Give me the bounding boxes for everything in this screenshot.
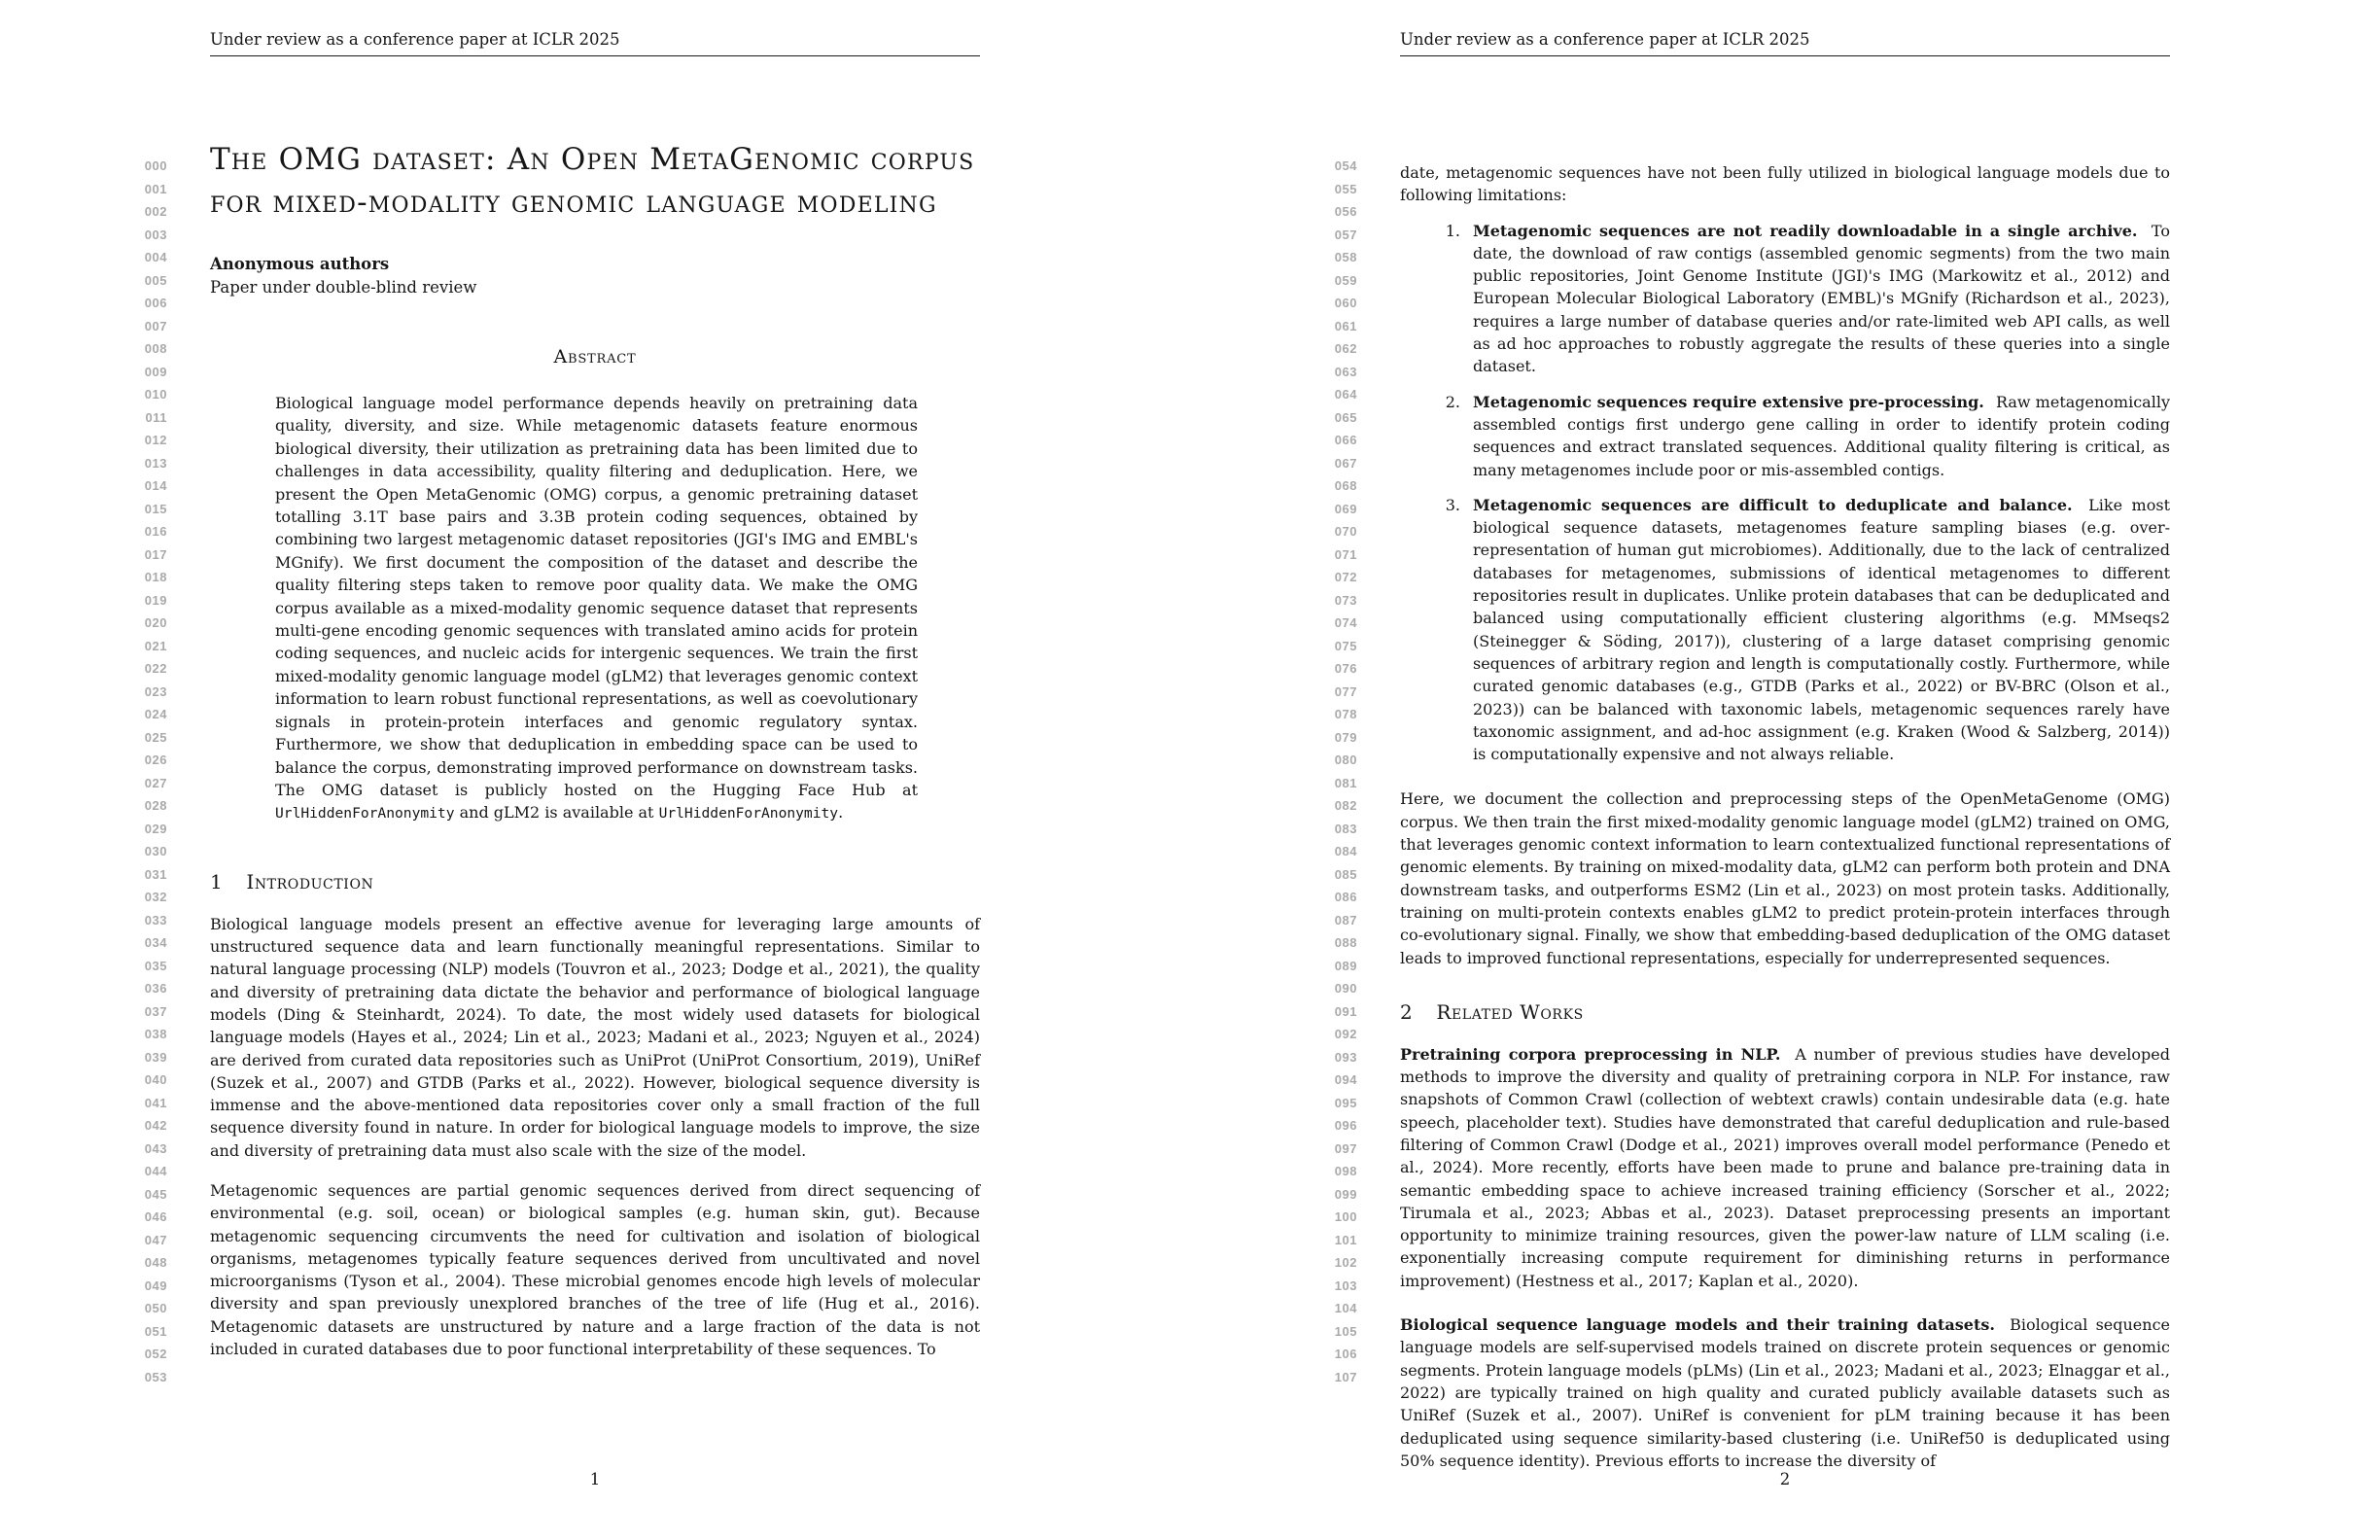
line-number: 089	[1334, 958, 1357, 973]
abstract-text-segment: and gLM2 is available at	[454, 803, 659, 822]
limitations-list	[1400, 220, 2170, 766]
line-number: 047	[144, 1232, 167, 1247]
anonymized-url: UrlHiddenForAnonymity	[658, 805, 839, 822]
line-number: 061	[1334, 318, 1357, 333]
line-number: 076	[1334, 661, 1357, 676]
paragraph-lead: Biological sequence language models and their training datasets.	[1400, 1315, 1995, 1335]
line-number: 000	[144, 158, 167, 173]
line-number: 106	[1334, 1347, 1357, 1361]
line-number: 071	[1334, 546, 1357, 562]
line-number: 050	[144, 1301, 167, 1315]
list-item-number: 2.	[1445, 392, 1460, 411]
section-heading-related-works	[1400, 1000, 2170, 1024]
line-number: 013	[144, 455, 167, 471]
line-number: 040	[144, 1072, 167, 1087]
line-number: 039	[144, 1049, 167, 1065]
limitation-item	[1400, 494, 2170, 766]
line-number: 004	[144, 250, 167, 264]
line-number: 056	[1334, 204, 1357, 219]
line-number: 024	[144, 707, 167, 721]
header-rule	[210, 55, 980, 56]
line-number: 015	[144, 501, 167, 516]
section-number: 2	[1400, 999, 1414, 1024]
line-number: 105	[1334, 1323, 1357, 1339]
line-number: 043	[144, 1140, 167, 1156]
line-number: 059	[1334, 272, 1357, 288]
line-number: 021	[144, 638, 167, 653]
line-number: 005	[144, 272, 167, 288]
line-number: 063	[1334, 364, 1357, 379]
list-item-lead: Metagenomic sequences are not readily downloadable in a single archive.	[1473, 221, 2138, 240]
line-number: 078	[1334, 707, 1357, 721]
related-works-paragraph-nlp	[1400, 1043, 2170, 1292]
line-number: 028	[144, 798, 167, 813]
running-head	[210, 30, 980, 50]
line-number: 073	[1334, 592, 1357, 608]
list-item-lead: Metagenomic sequences require extensive pre-processing.	[1473, 392, 1984, 411]
related-works-paragraph-bio	[1400, 1313, 2170, 1472]
list-item-body: Raw metagenomically assembled contigs first undergo gene calling in order to identify protein coding sequences and extract translated sequences. Additional quality filtering is critical, as many metagenomes include poor or mis-assembled contigs.	[1473, 392, 2170, 479]
line-number: 044	[144, 1164, 167, 1178]
line-number: 011	[145, 409, 167, 425]
anonymized-url: UrlHiddenForAnonymity	[275, 805, 455, 822]
list-item-number: 1.	[1445, 221, 1460, 240]
intro-continuation-paragraph: date, metagenomic sequences have not been fully utilized in biological language models due to following limitations:	[1400, 163, 2170, 205]
line-number: 058	[1334, 250, 1357, 264]
list-item-text	[1473, 220, 2170, 378]
line-number: 070	[1334, 524, 1357, 539]
paragraph-text: A number of previous studies have developed methods to improve the diversity and quality of pretraining corpora in NLP. For instance, raw snapshots of Common Crawl (collection of webtext crawls) contain undesirable data (e.g. hate speech, placeholder text). Studies have demonstrated that careful deduplication and rule-based filtering of Common Crawl (Dodge et al., 2021) improves overall model performance (Penedo et al., 2024). More recently, efforts have been made to prune and balance pre-training data in semantic embedding space to achieve increased training efficiency (Sorscher et al., 2022; Tirumala et al., 2023; Abbas et al., 2023). Dataset preprocessing presents an important opportunity to minimize training resources, given the power-law nature of LLM scaling (i.e. exponentially increasing compute requirement for diminishing returns in performance improvement) (Hestness et al., 2017; Kaplan et al., 2020).	[1400, 1044, 2170, 1290]
line-number: 033	[144, 912, 167, 928]
line-number: 026	[144, 752, 167, 767]
line-number: 049	[144, 1278, 167, 1293]
line-number: 006	[144, 296, 167, 310]
line-number: 065	[1334, 409, 1357, 425]
line-number: 102	[1334, 1255, 1357, 1270]
abstract-heading: Abstract	[553, 346, 637, 368]
line-number: 094	[1334, 1072, 1357, 1087]
running-head-text: Under review as a conference paper at ICLR 2025	[1400, 30, 1810, 49]
line-number: 048	[144, 1255, 167, 1270]
abstract-text-segment: Biological language model performance depends heavily on pretraining data quality, diversity, and size. While metagenomic datasets feature enormous biological diversity, their utilization as pretraining data has been limited due to challenges in data accessibility, quality filtering and deduplication. Here, we present the Open MetaGenomic (OMG) corpus, a genomic pretraining dataset totalling 3.1T base pairs and 3.3B protein coding sequences, obtained by combining two largest metagenomic dataset repositories (JGI's IMG and EMBL's MGnify). We first document the composition of the dataset and describe the quality filtering steps taken to remove poor quality data. We make the OMG corpus available as a mixed-modality genomic sequence dataset that represents multi-gene encoding genomic sequences with translated amino acids for protein coding sequences, and nucleic acids for intergenic sequences. We train the first mixed-modality genomic language model (gLM2) that leverages genomic context information to learn robust functional representations, as well as coevolutionary signals in protein-protein interfaces and genomic regulatory syntax. Furthermore, we show that deduplication in embedding space can be used to balance the corpus, demonstrating improved performance on downstream tasks. The OMG dataset is publicly hosted on the Hugging Face Hub at	[275, 394, 918, 799]
line-number: 090	[1334, 981, 1357, 996]
line-number: 099	[1334, 1186, 1357, 1202]
paper-title: The OMG dataset: An Open MetaGenomic corpus for mixed-modality genomic language modeling	[210, 142, 975, 220]
list-item-number: 3.	[1445, 495, 1460, 514]
page-1-text-column	[210, 138, 980, 1360]
line-number: 067	[1334, 455, 1357, 471]
line-number: 079	[1334, 729, 1357, 745]
line-number: 031	[144, 866, 167, 882]
omg-overview-paragraph: Here, we document the collection and preprocessing steps of the OpenMetaGenome (OMG) corpus. We then train the first mixed-modality genomic language model (gLM2) trained on OMG, that leverages genomic context information to learn contextualized functional representations of genomic elements. By training on mixed-modality data, gLM2 can perform both protein and DNA downstream tasks, and outperforms ESM2 (Lin et al., 2023) on most protein tasks. Additionally, training on multi-protein contexts enables gLM2 to predict protein-protein interfaces through co-evolutionary signal. Finally, we show that embedding-based deduplication of the OMG dataset leads to improved functional representations, especially for underrepresented sequences.	[1400, 789, 2170, 967]
line-number: 104	[1334, 1301, 1357, 1315]
line-number: 064	[1334, 387, 1357, 402]
line-number: 016	[144, 524, 167, 539]
line-number: 009	[144, 364, 167, 379]
line-number: 020	[144, 615, 167, 630]
line-number: 032	[144, 890, 167, 904]
line-number: 027	[144, 775, 167, 790]
line-number: 093	[1334, 1049, 1357, 1065]
line-number: 084	[1334, 844, 1357, 858]
line-number: 083	[1334, 821, 1357, 836]
line-number: 007	[144, 318, 167, 333]
line-number: 012	[144, 433, 167, 447]
line-number: 019	[144, 592, 167, 608]
line-number: 053	[144, 1369, 167, 1384]
line-number: 107	[1334, 1369, 1357, 1384]
section-number: 1	[210, 869, 224, 893]
section-label: Related Works	[1436, 999, 1584, 1024]
line-number: 010	[144, 387, 167, 402]
line-number: 002	[144, 204, 167, 219]
list-item-body: Like most biological sequence datasets, metagenomes feature sampling biases (e.g. over-representation of human gut microbiomes). Additionally, due to the lack of centralized databases for metagenomes, submissions of identical metagenomes to different repositories result in duplicates. Unlike protein databases that can be deduplicated and balanced using computationally efficient clustering algorithms (e.g. MMseqs2 (Steinegger & Söding, 2017)), clustering of a large dataset comprising genomic sequences of arbitrary region and length is computationally costly. Furthermore, while curated genomic databases (e.g., GTDB (Parks et al., 2022) or BV-BRC (Olson et al., 2023)) can be balanced with taxonomic labels, metagenomic sequences rarely have taxonomic assignment, and ad-hoc assignment (e.g. Kraken (Wood & Salzberg, 2014)) is computationally expensive and not always reliable.	[1473, 495, 2170, 764]
author-block	[210, 253, 980, 299]
line-number: 029	[144, 821, 167, 836]
line-number: 022	[144, 661, 167, 676]
line-number: 081	[1334, 775, 1357, 790]
authors-note: Paper under double-blind review	[210, 278, 477, 297]
line-number: 072	[1334, 570, 1357, 584]
line-number: 041	[144, 1095, 167, 1110]
intro-paragraph-2: Metagenomic sequences are partial genomic sequences derived from direct sequencing of environmental (e.g. soil, ocean) or biological samples (e.g. human skin, gut). Because metagenomic sequencing circumvents the need for cultivation and isolation of biological organisms, metagenomes typically feature sequences derived from uncultivated and novel microorganisms (Tyson et al., 2004). These microbial genomes encode high levels of molecular diversity and span previously unexplored branches of the tree of life (Hug et al., 2016). Metagenomic datasets are unstructured by nature and a large fraction of the data is not included in curated databases due to poor functional interpretability of these sequences. To	[210, 1180, 980, 1359]
line-number: 087	[1334, 912, 1357, 928]
line-number: 035	[144, 958, 167, 973]
line-number: 023	[144, 683, 167, 699]
line-number: 075	[1334, 638, 1357, 653]
section-label: Introduction	[246, 869, 374, 893]
running-head-text: Under review as a conference paper at ICLR 2025	[210, 30, 620, 49]
line-number: 034	[144, 935, 167, 950]
page-number: 2	[1779, 1470, 1791, 1488]
line-number: 025	[144, 729, 167, 745]
line-number: 055	[1334, 181, 1357, 196]
line-number: 051	[144, 1323, 167, 1339]
line-number: 018	[144, 570, 167, 584]
list-item-text	[1473, 391, 2170, 481]
limitation-item	[1400, 391, 2170, 481]
line-number: 069	[1334, 501, 1357, 516]
line-number: 086	[1334, 890, 1357, 904]
line-number: 057	[1334, 227, 1357, 242]
line-number: 085	[1334, 866, 1357, 882]
line-number: 080	[1334, 752, 1357, 767]
line-number: 017	[144, 546, 167, 562]
line-number: 100	[1334, 1209, 1357, 1224]
limitation-item	[1400, 220, 2170, 378]
list-item-lead: Metagenomic sequences are difficult to deduplicate and balance.	[1473, 495, 2073, 514]
header-rule	[1400, 55, 2170, 56]
line-number: 045	[144, 1186, 167, 1202]
line-number: 038	[144, 1027, 167, 1041]
section-heading-introduction	[210, 870, 980, 893]
line-number: 074	[1334, 615, 1357, 630]
authors-label: Anonymous authors	[210, 255, 390, 273]
list-item-text	[1473, 494, 2170, 766]
running-head	[1400, 30, 2170, 50]
line-number-column	[1276, 155, 1357, 1388]
line-number: 030	[144, 844, 167, 858]
line-number: 054	[1334, 158, 1357, 173]
intro-paragraph-1: Biological language models present an effective avenue for leveraging large amounts of unstructured sequence data and learn functionally meaningful representations. Similar to natural language processing (NLP) models (Touvron et al., 2023; Dodge et al., 2021), the quality and diversity of pretraining data dictate the behavior and performance of biological language models (Ding & Steinhardt, 2024). To date, the most widely used datasets for biological language models (Hayes et al., 2024; Lin et al., 2023; Madani et al., 2023; Nguyen et al., 2024) are derived from curated data repositories such as UniProt (UniProt Consortium, 2019), UniRef (Suzek et al., 2007) and GTDB (Parks et al., 2022). However, biological sequence diversity is immense and the above-mentioned data repositories cover only a small fraction of the full sequence diversity found in nature. In order for biological language models to improve, the size and diversity of pretraining data must also scale with the size of the model.	[210, 914, 980, 1160]
line-number: 092	[1334, 1027, 1357, 1041]
line-number: 062	[1334, 341, 1357, 356]
line-number: 077	[1334, 683, 1357, 699]
line-number: 003	[144, 227, 167, 242]
list-item-body: To date, the download of raw contigs (assembled genomic segments) from the two main public repositories, Joint Genome Institute (JGI)'s IMG (Markowitz et al., 2012) and European Molecular Biological Laboratory (EMBL)'s MGnify (Richardson et al., 2023), requires a large number of database queries and/or rate-limited web API calls, as well as ad hoc approaches to robustly aggregate the results of these queries into a single dataset.	[1473, 221, 2170, 376]
line-number: 082	[1334, 798, 1357, 813]
line-number: 068	[1334, 478, 1357, 493]
line-number: 036	[144, 981, 167, 996]
paragraph-text: Biological sequence language models are self-supervised models trained on discrete protein sequences or genomic segments. Protein language models (pLMs) (Lin et al., 2023; Madani et al., 2023; Elnaggar et al., 2022) are typically trained on high quality and curated publicly available datasets such as UniRef (Suzek et al., 2007). UniRef is convenient for pLM training because it has been deduplicated using sequence similarity-based clustering (i.e. UniRef50 is deduplicated using 50% sequence identity). Previous efforts to increase the diversity of	[1400, 1315, 2171, 1470]
line-number: 091	[1334, 1003, 1357, 1019]
line-number: 066	[1334, 433, 1357, 447]
abstract-body	[275, 392, 918, 825]
line-number: 046	[144, 1209, 167, 1224]
line-number: 097	[1334, 1140, 1357, 1156]
line-number-column	[86, 155, 167, 1388]
line-number: 052	[144, 1347, 167, 1361]
line-number: 095	[1334, 1095, 1357, 1110]
page-2	[1190, 0, 2380, 1540]
page-number: 1	[589, 1470, 601, 1488]
line-number: 008	[144, 341, 167, 356]
line-number: 042	[144, 1118, 167, 1133]
line-number: 014	[144, 478, 167, 493]
line-number: 098	[1334, 1164, 1357, 1178]
line-number: 096	[1334, 1118, 1357, 1133]
abstract-text-segment: .	[838, 803, 844, 822]
line-number: 060	[1334, 296, 1357, 310]
page-2-text-column	[1400, 161, 2170, 1472]
line-number: 101	[1334, 1232, 1357, 1247]
line-number: 103	[1334, 1278, 1357, 1293]
line-number: 088	[1334, 935, 1357, 950]
line-number: 037	[144, 1003, 167, 1019]
line-number: 001	[144, 181, 167, 196]
paragraph-lead: Pretraining corpora preprocessing in NLP.	[1400, 1044, 1781, 1064]
